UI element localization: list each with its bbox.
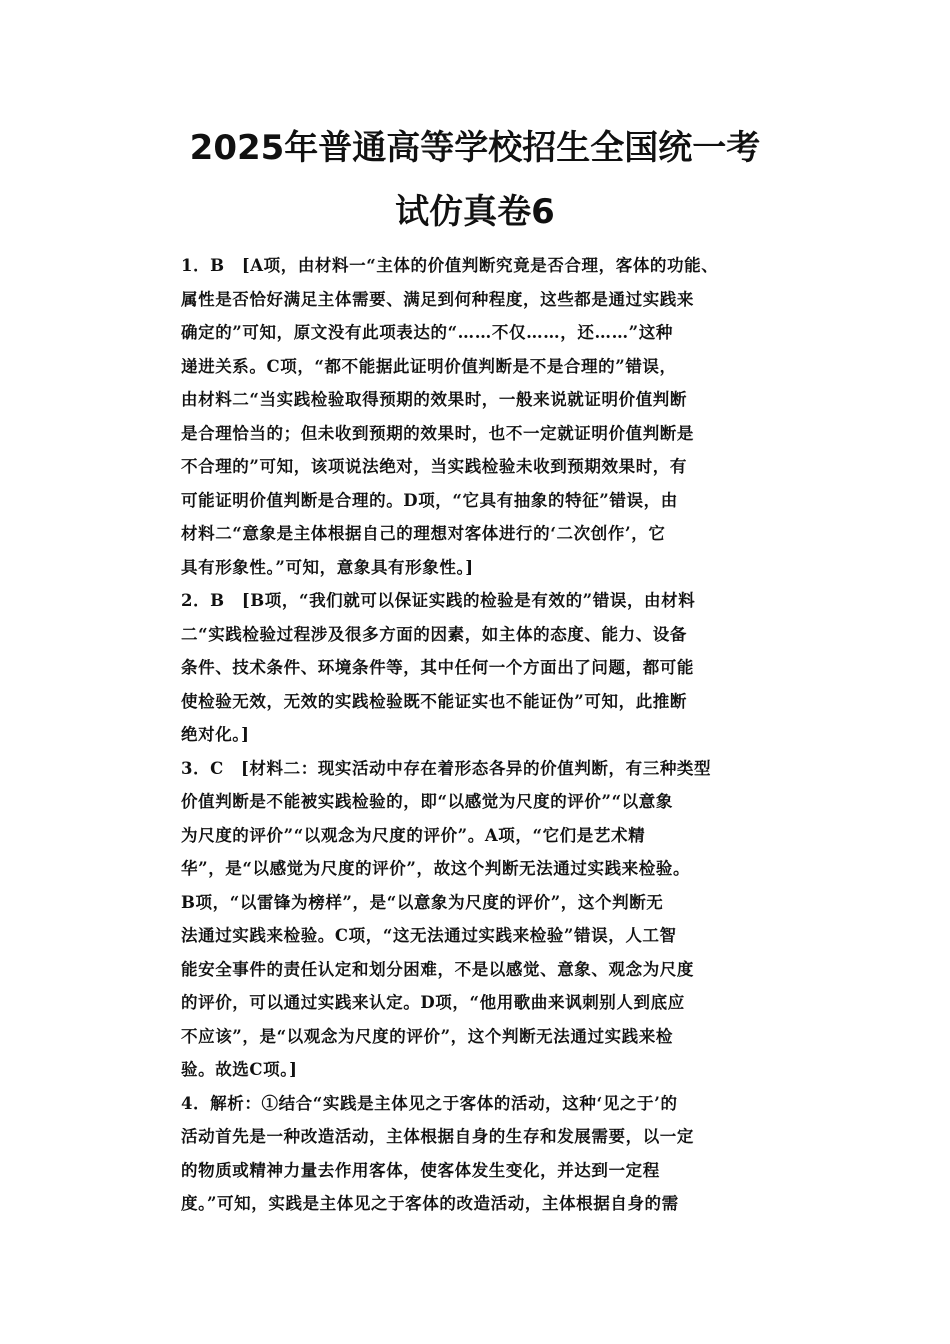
answer-line: 法通过实践来检验。C项，“这无法通过实践来检验”错误，人工智 <box>181 926 677 945</box>
answer-line: 的评价，可以通过实践来认定。D项，“他用歌曲来讽刺别人到底应 <box>181 993 685 1012</box>
answer-q2 <box>181 584 781 752</box>
answer-line: 3．C [材料二：现实活动中存在着形态各异的价值判断，有三种类型 <box>181 758 712 778</box>
answer-line: 可能证明价值判断是合理的。D项，“它具有抽象的特征”错误，由 <box>181 490 678 510</box>
answer-line: 二“实践检验过程涉及很多方面的因素，如主体的态度、能力、设备 <box>181 624 687 644</box>
answer-line: 属性是否恰好满足主体需要、满足到何种程度，这些都是通过实践来 <box>181 289 694 309</box>
answer-body <box>181 249 781 1221</box>
answer-line: 价值判断是不能被实践检验的，即“以感觉为尺度的评价”“以意象 <box>181 792 673 811</box>
answer-q3 <box>181 752 781 1087</box>
answer-line: 2．B [B项，“我们就可以保证实践的检验是有效的”错误，由材料 <box>181 591 696 610</box>
answer-line: 是合理恰当的；但未收到预期的效果时，也不一定就证明价值判断是 <box>181 423 694 443</box>
answer-q1 <box>181 249 781 584</box>
answer-line: 能安全事件的责任认定和划分困难，不是以感觉、意象、观念为尺度 <box>181 959 694 979</box>
document-title-line-1: 2025年普通高等学校招生全国统一考 <box>189 128 761 168</box>
answer-line: 4．解析：①结合“实践是主体见之于客体的活动，这种‘见之于’的 <box>181 1093 678 1113</box>
answer-line: 度。”可知，实践是主体见之于客体的改造活动，主体根据自身的需 <box>181 1194 679 1213</box>
answer-line: 绝对化。] <box>181 725 250 744</box>
answer-line: 的物质或精神力量去作用客体，使客体发生变化，并达到一定程 <box>181 1160 660 1180</box>
answer-line: B项，“以雷锋为榜样”，是“以意象为尺度的评价”，这个判断无 <box>181 892 664 912</box>
answer-line: 材料二“意象是主体根据自己的理想对客体进行的‘二次创作’，它 <box>181 524 666 543</box>
answer-line: 为尺度的评价”“以观念为尺度的评价”。A项，“它们是艺术精 <box>181 825 646 845</box>
answer-line: 活动首先是一种改造活动，主体根据自身的生存和发展需要，以一定 <box>181 1127 694 1146</box>
answer-line: 条件、技术条件、环境条件等，其中任何一个方面出了问题，都可能 <box>181 658 694 677</box>
answer-line: 1．B [A项，由材料一“主体的价值判断究竟是否合理，客体的功能、 <box>181 256 719 275</box>
answer-line: 递进关系。C项，“都不能据此证明价值判断是不是合理的”错误， <box>181 356 677 376</box>
answer-line: 使检验无效，无效的实践检验既不能证实也不能证伪”可知，此推断 <box>181 691 687 711</box>
answer-line: 不合理的”可知，该项说法绝对，当实践检验未收到预期效果时，有 <box>181 457 687 476</box>
answer-line: 确定的”可知，原文没有此项表达的“……不仅……，还……”这种 <box>181 323 673 342</box>
answer-q4 <box>181 1087 781 1221</box>
answer-line: 验。故选C项。] <box>181 1060 298 1079</box>
answer-line: 由材料二“当实践检验取得预期的效果时，一般来说就证明价值判断 <box>181 390 687 409</box>
document-title-line-2: 试仿真卷6 <box>395 192 555 232</box>
answer-line: 华”，是“以感觉为尺度的评价”，故这个判断无法通过实践来检验。 <box>181 859 691 878</box>
answer-line: 具有形象性。”可知，意象具有形象性。] <box>181 557 474 577</box>
answer-line: 不应该”，是“以观念为尺度的评价”，这个判断无法通过实践来检 <box>181 1026 673 1046</box>
